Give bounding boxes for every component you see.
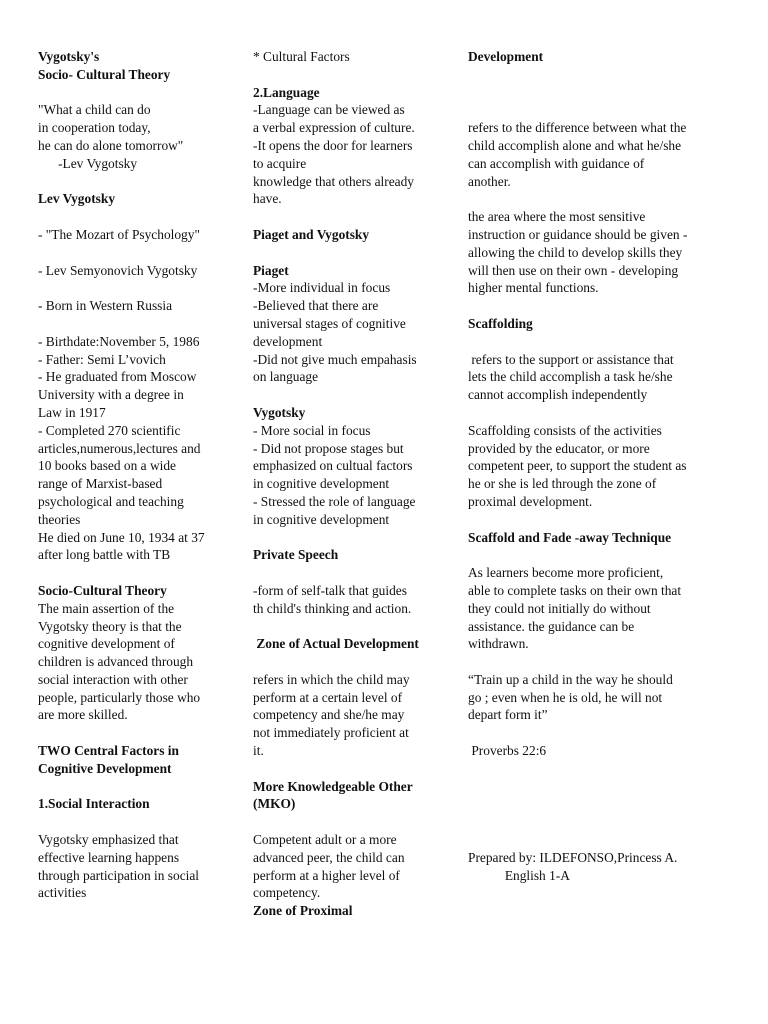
text-line: -Did not give much empahasis	[253, 351, 417, 367]
text-line: on language	[253, 369, 319, 385]
blank-line	[38, 724, 238, 742]
blank-line	[253, 529, 453, 547]
text-line: they could not initially do without	[468, 600, 651, 616]
blank-line	[468, 760, 720, 778]
text-line: through participation in social	[38, 867, 200, 883]
column-3	[468, 48, 720, 884]
text-line: - Did not propose stages but	[253, 440, 404, 456]
text-line: allowing the child to develop skills they	[468, 244, 683, 260]
blank-line	[253, 244, 453, 262]
blank-line	[468, 297, 720, 315]
text-line: in cooperation today,	[38, 120, 151, 136]
text-line: -Language can be viewed as	[253, 102, 405, 118]
blank-line	[38, 315, 238, 333]
text-line: development	[253, 333, 323, 349]
text-line: - Lev Semyonovich Vygotsky	[38, 262, 198, 278]
text-line: Law in 1917	[38, 404, 106, 420]
text-line: child accomplish alone and what he/she	[468, 137, 682, 153]
blank-line	[38, 778, 238, 796]
text-line: knowledge that others already	[253, 173, 415, 189]
blank-line	[468, 795, 720, 813]
text-line: to acquire	[253, 155, 307, 171]
heading-line: Development	[468, 49, 544, 64]
text-line: refers in which the child may	[253, 671, 410, 687]
text-line: - Father: Semi L’vovich	[38, 351, 166, 367]
blank-line	[468, 101, 720, 119]
text-line: - More social in focus	[253, 422, 371, 438]
heading-line: 2.Language	[253, 84, 320, 100]
text-line: are more skilled.	[38, 707, 128, 723]
text-line: cognitive development of	[38, 636, 175, 652]
blank-line	[38, 244, 238, 262]
blank-line	[253, 208, 453, 226]
text-line: advanced peer, the child can	[253, 849, 405, 865]
blank-line	[253, 653, 453, 671]
text-line: activities	[38, 885, 87, 901]
text-line: -form of self-talk that guides	[253, 582, 407, 598]
text-line: he can do alone tomorrow"	[38, 137, 184, 153]
text-line: cannot accomplish independently	[468, 387, 648, 403]
text-line: can accomplish with guidance of	[468, 155, 645, 171]
heading-line: Socio- Cultural Theory	[38, 66, 171, 82]
text-line: effective learning happens	[38, 849, 180, 865]
text-line: Scaffolding consists of the activities	[468, 422, 662, 438]
text-line: he or she is led through the zone of	[468, 476, 657, 492]
text-line: “Train up a child in the way he should	[468, 671, 673, 687]
blank-line	[253, 66, 453, 84]
blank-line	[38, 173, 238, 191]
heading-line: 1.Social Interaction	[38, 796, 150, 812]
text-line: social interaction with other	[38, 671, 188, 687]
blank-line	[38, 208, 238, 226]
text-line: able to complete tasks on their own that	[468, 582, 682, 598]
text-line: competent peer, to support the student as	[468, 458, 687, 474]
text-line: higher mental functions.	[468, 280, 599, 296]
text-line: psychological and teaching	[38, 493, 184, 509]
text-line: -More individual in focus	[253, 280, 391, 296]
blank-line	[468, 653, 720, 671]
text-line: it.	[253, 743, 264, 759]
blank-line	[253, 760, 453, 778]
heading-line: Piaget	[253, 262, 289, 278]
blank-line	[38, 813, 238, 831]
text-line: the area where the most sensitive	[468, 209, 646, 225]
text-line: in cognitive development	[253, 476, 390, 492]
text-line: University with a degree in	[38, 387, 184, 403]
blank-line	[38, 279, 238, 297]
text-line: not immediately proficient at	[253, 725, 409, 741]
text-line: people, particularly those who	[38, 689, 201, 705]
text-line: another.	[468, 173, 511, 189]
blank-line	[468, 84, 720, 102]
text-line: - Stressed the role of language	[253, 493, 416, 509]
text-line: in cognitive development	[253, 511, 390, 527]
heading-line: (MKO)	[253, 796, 296, 812]
text-line: competency and she/he may	[253, 707, 405, 723]
text-line: provided by the educator, or more	[468, 440, 650, 456]
text-line: th child's thinking and action.	[253, 600, 412, 616]
heading-line: Vygotsky's	[38, 49, 100, 64]
text-line: "What a child can do	[38, 102, 151, 118]
text-line: proximal development.	[468, 493, 593, 509]
blank-line	[253, 618, 453, 636]
blank-line	[468, 831, 720, 849]
text-line: refers to the support or assistance that	[468, 351, 674, 367]
blank-line	[38, 84, 238, 102]
text-line: will then use on their own - developing	[468, 262, 679, 278]
text-line: He died on June 10, 1934 at 37	[38, 529, 205, 545]
heading-line: Zone of Proximal	[253, 903, 353, 919]
blank-line	[468, 190, 720, 208]
text-line: refers to the difference between what the	[468, 120, 687, 136]
blank-line	[38, 564, 238, 582]
blank-line	[468, 66, 720, 84]
text-line: assistance. the guidance can be	[468, 618, 635, 634]
blank-line	[468, 511, 720, 529]
text-line: -It opens the door for learners	[253, 137, 413, 153]
text-line: -Lev Vygotsky	[38, 155, 138, 171]
text-line: * Cultural Factors	[253, 49, 350, 64]
heading-line: Private Speech	[253, 547, 339, 563]
column-1	[38, 48, 238, 902]
text-line: withdrawn.	[468, 636, 529, 652]
heading-line: More Knowledgeable Other	[253, 778, 413, 794]
heading-line: TWO Central Factors in	[38, 743, 179, 759]
text-line: perform at a higher level of	[253, 867, 400, 883]
text-line: - "The Mozart of Psychology"	[38, 226, 200, 242]
blank-line	[468, 546, 720, 564]
blank-line	[468, 724, 720, 742]
text-line: after long battle with TB	[38, 547, 171, 563]
blank-line	[468, 404, 720, 422]
text-line: 10 books based on a wide	[38, 458, 176, 474]
text-line: perform at a certain level of	[253, 689, 403, 705]
text-line: instruction or guidance should be given -	[468, 226, 688, 242]
text-line: Vygotsky emphasized that	[38, 832, 179, 848]
text-line: -Believed that there are	[253, 298, 379, 314]
heading-line: Piaget and Vygotsky	[253, 226, 370, 242]
text-line: theories	[38, 511, 81, 527]
text-line: go ; even when he is old, he will not	[468, 689, 663, 705]
text-line: universal stages of cognitive	[253, 315, 406, 331]
text-line: depart form it”	[468, 707, 548, 723]
text-line: range of Marxist-based	[38, 476, 163, 492]
heading-line: Scaffold and Fade -away Technique	[468, 529, 672, 545]
blank-line	[468, 778, 720, 796]
text-line: emphasized on cultual factors	[253, 458, 413, 474]
text-line: - Completed 270 scientific	[38, 422, 181, 438]
text-line: Proverbs 22:6	[468, 743, 547, 759]
text-line: - He graduated from Moscow	[38, 369, 197, 385]
text-line: Vygotsky theory is that the	[38, 618, 182, 634]
text-line: The main assertion of the	[38, 600, 175, 616]
text-line: - Birthdate:November 5, 1986	[38, 333, 200, 349]
text-line: Competent adult or a more	[253, 832, 397, 848]
blank-line	[253, 813, 453, 831]
text-line: children is advanced through	[38, 654, 194, 670]
text-line: have.	[253, 191, 282, 207]
text-line: As learners become more proficient,	[468, 565, 664, 581]
text-line: a verbal expression of culture.	[253, 120, 415, 136]
text-line: competency.	[253, 885, 321, 901]
blank-line	[468, 813, 720, 831]
blank-line	[468, 333, 720, 351]
text-line: articles,numerous,lectures and	[38, 440, 201, 456]
heading-line: Socio-Cultural Theory	[38, 582, 167, 598]
blank-line	[253, 386, 453, 404]
column-2	[253, 48, 453, 920]
heading-line: Lev Vygotsky	[38, 191, 116, 207]
blank-line	[253, 564, 453, 582]
heading-line: Vygotsky	[253, 404, 306, 420]
text-line: - Born in Western Russia	[38, 298, 173, 314]
heading-line: Zone of Actual Development	[253, 636, 419, 652]
heading-line: Scaffolding	[468, 315, 533, 331]
text-line: English 1-A	[468, 867, 570, 883]
text-line: lets the child accomplish a task he/she	[468, 369, 673, 385]
text-line: Prepared by: ILDEFONSO,Princess A.	[468, 849, 678, 865]
heading-line: Cognitive Development	[38, 760, 172, 776]
